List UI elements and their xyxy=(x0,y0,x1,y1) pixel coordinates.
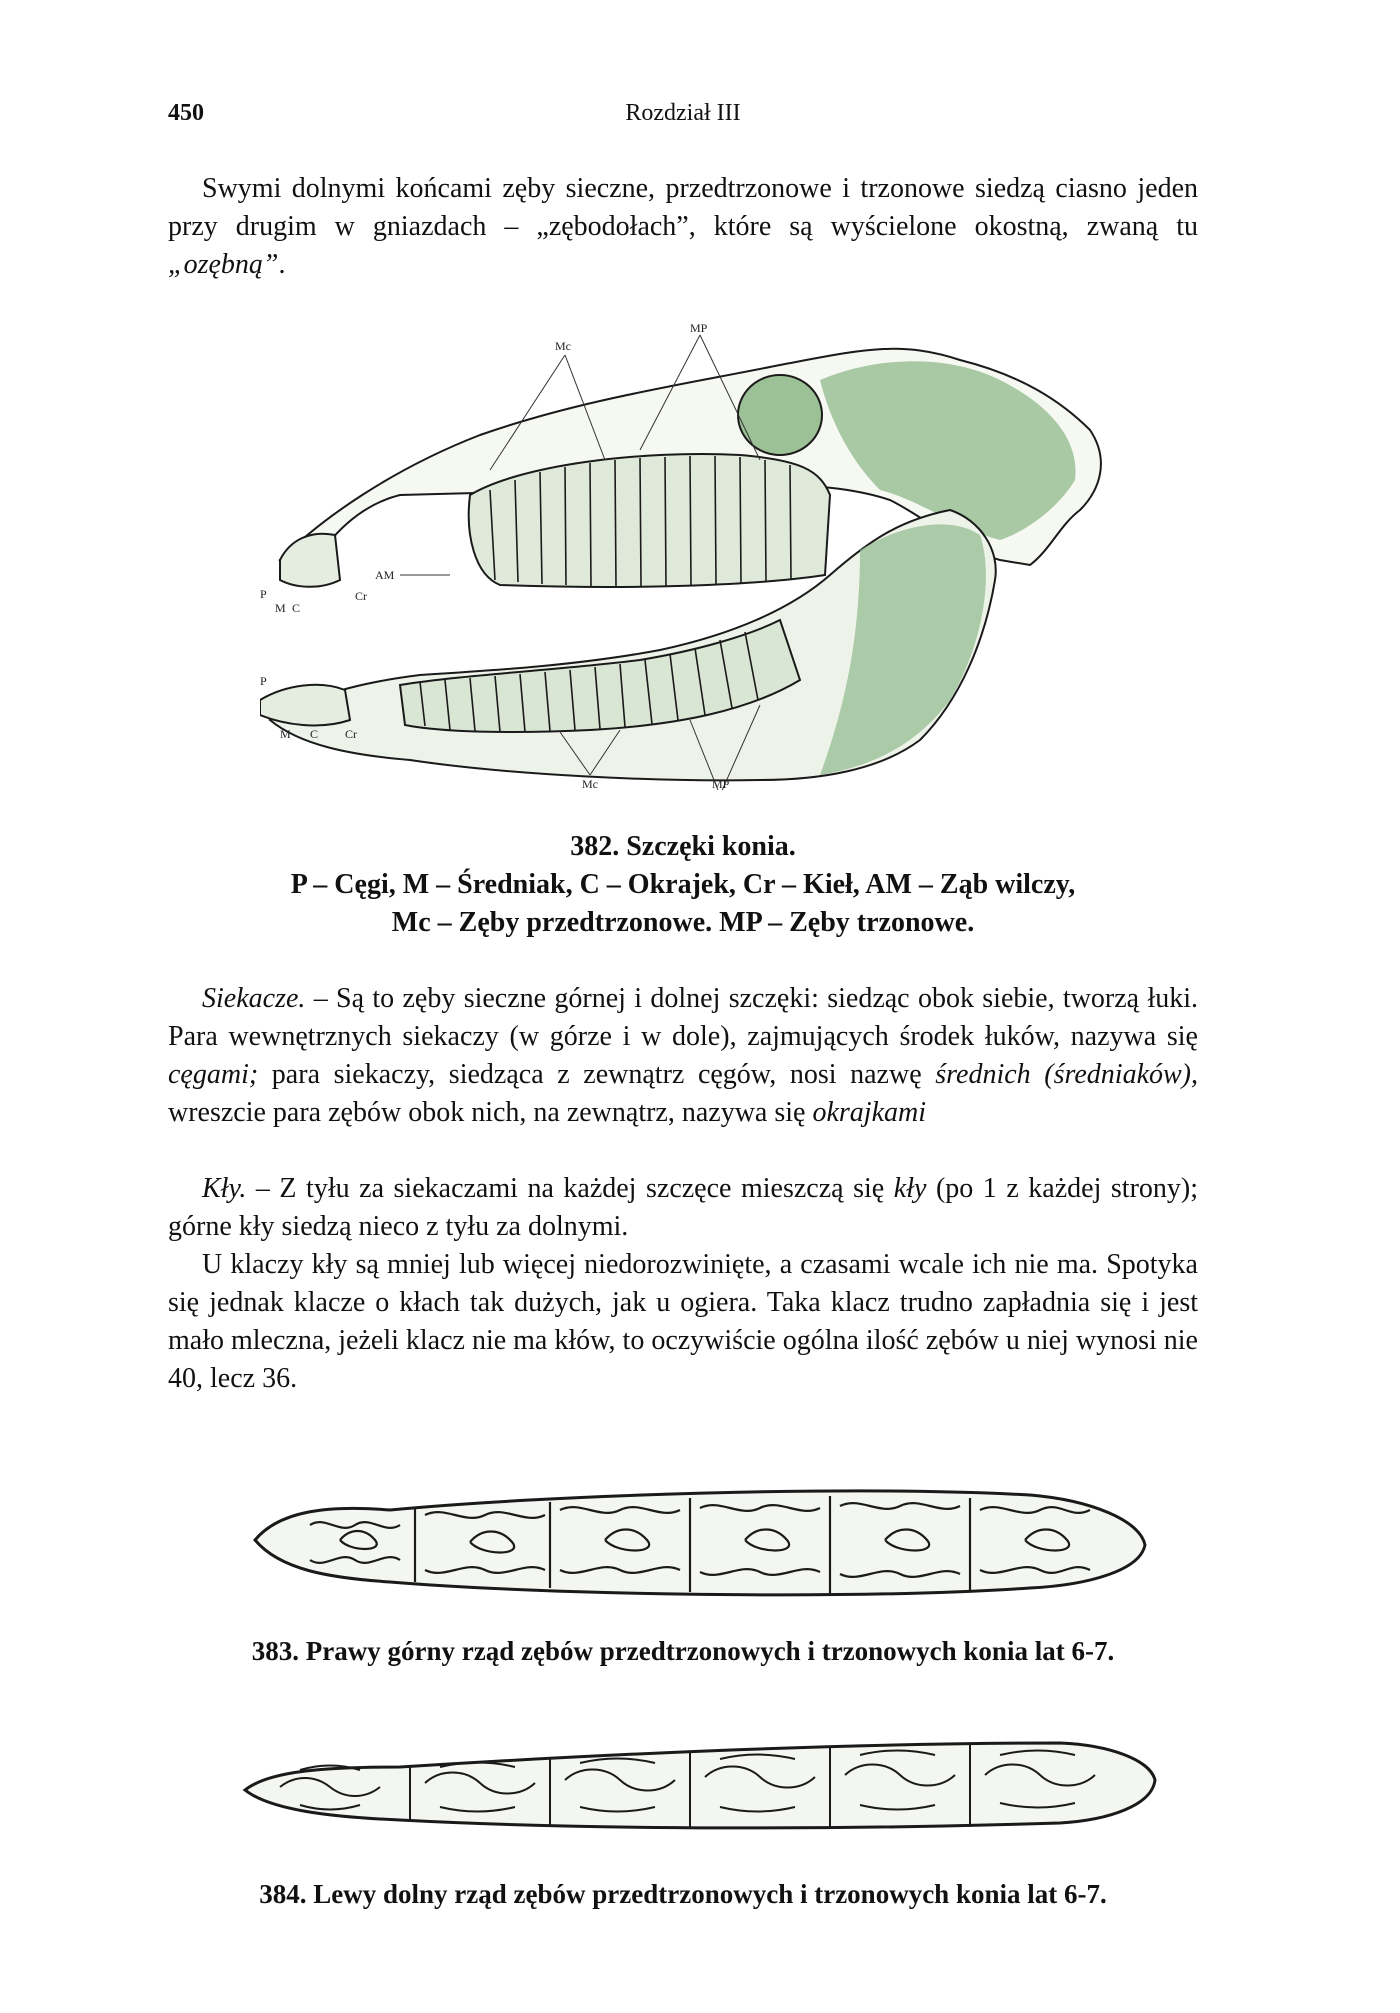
figure-384-caption: 384. Lewy dolny rząd zębów przedtrzonowych i trzonowych konia lat 6-7. xyxy=(259,1879,1107,1909)
siekacze-italic-2: średnich (średniaków), xyxy=(935,1059,1198,1090)
horse-skull-illustration xyxy=(260,320,1120,790)
label-c-top: C xyxy=(292,601,301,615)
label-p-bottom: P xyxy=(260,674,267,688)
klacze-paragraph xyxy=(168,1246,1198,1398)
figure-382-horse-jaws xyxy=(260,320,1120,790)
label-mp-top: MP xyxy=(690,321,708,335)
caption-382-line2: P – Cęgi, M – Średniak, C – Okrajek, Cr – Kieł, AM – Ząb wilczy, xyxy=(290,869,1076,900)
siekacze-italic-3: okrajkami xyxy=(812,1097,926,1128)
upper-incisors xyxy=(280,534,340,587)
eye-orbit xyxy=(738,375,822,455)
caption-382-line3: Mc – Zęby przedtrzonowe. MP – Zęby trzonowe. xyxy=(391,907,975,938)
siekacze-text-1: – Są to zęby sieczne górnej i dolnej szczęki: siedząc obok siebie, tworzą łuki. Para wewnętrznych siekaczy (w górze i w dole), zajmujących środek łuków, nazywa się xyxy=(168,983,1198,1052)
siekacze-italic-1: cęgami; xyxy=(168,1059,259,1090)
label-mc-top: Mc xyxy=(555,339,571,353)
label-am: AM xyxy=(375,568,395,582)
label-mp-bottom: MP xyxy=(712,777,730,790)
page-header xyxy=(168,100,1198,140)
label-p-top: P xyxy=(260,587,267,601)
intro-paragraph xyxy=(168,170,1198,284)
kly-term: Kły. xyxy=(202,1173,247,1204)
intro-italic-term: „ozębną” xyxy=(168,249,279,280)
figure-383-upper-tooth-row xyxy=(250,1470,1150,1610)
label-mc-bottom: Mc xyxy=(582,777,598,790)
page-number: 450 xyxy=(168,100,204,126)
lower-incisors xyxy=(260,685,350,726)
figure-384-lower-tooth-row xyxy=(240,1725,1160,1845)
kly-text-2: (po 1 z każdej strony); górne kły siedzą nieco z tyłu za dolnymi. xyxy=(168,1173,1198,1242)
siekacze-paragraph xyxy=(168,980,1198,1132)
siekacze-text-3: wreszcie para zębów obok nich, na zewnątrz, nazywa się xyxy=(168,1097,813,1128)
kly-italic-1: kły xyxy=(893,1173,927,1204)
label-m-bottom: M xyxy=(280,727,291,741)
intro-text: Swymi dolnymi końcami zęby sieczne, przedtrzonowe i trzonowe siedzą ciasno jeden przy drugim w gniazdach – „zębodołach”, które są wyścielone okostną, zwaną tu xyxy=(168,173,1198,242)
siekacze-text-2: para siekaczy, siedząca z zewnątrz cęgów, nosi nazwę xyxy=(258,1059,936,1090)
caption-382-line1: 382. Szczęki konia. xyxy=(570,831,796,862)
upper-molar-row-illustration xyxy=(250,1470,1150,1610)
kly-text-1: – Z tyłu za siekaczami na każdej szczęce mieszczą się xyxy=(246,1173,894,1204)
intro-text-end: . xyxy=(278,249,286,280)
label-m-top: M xyxy=(275,601,286,615)
label-cr-bottom: Cr xyxy=(345,727,357,741)
running-title: Rozdział III xyxy=(625,100,741,126)
figure-382-caption xyxy=(168,828,1198,942)
upper-tooth-row xyxy=(469,454,830,587)
label-c-bottom: C xyxy=(310,727,319,741)
klacze-text: U klaczy kły są mniej lub więcej niedorozwinięte, a czasami wcale ich nie ma. Spotyka się jednak klacze o kłach tak dużych, jak u ogiera. Taka klacz trudno zapładnia się i jest mało mleczna, jeżeli klacz nie ma kłów, to oczywiście ogólna ilość zębów u niej wynosi nie 40, lecz 36. xyxy=(168,1249,1198,1394)
figure-383-caption: 383. Prawy górny rząd zębów przedtrzonowych i trzonowych konia lat 6-7. xyxy=(251,1636,1115,1666)
lower-molar-row-illustration xyxy=(240,1725,1160,1845)
label-cr-top: Cr xyxy=(355,589,367,603)
siekacze-term: Siekacze. xyxy=(202,983,306,1014)
kly-paragraph xyxy=(168,1170,1198,1246)
